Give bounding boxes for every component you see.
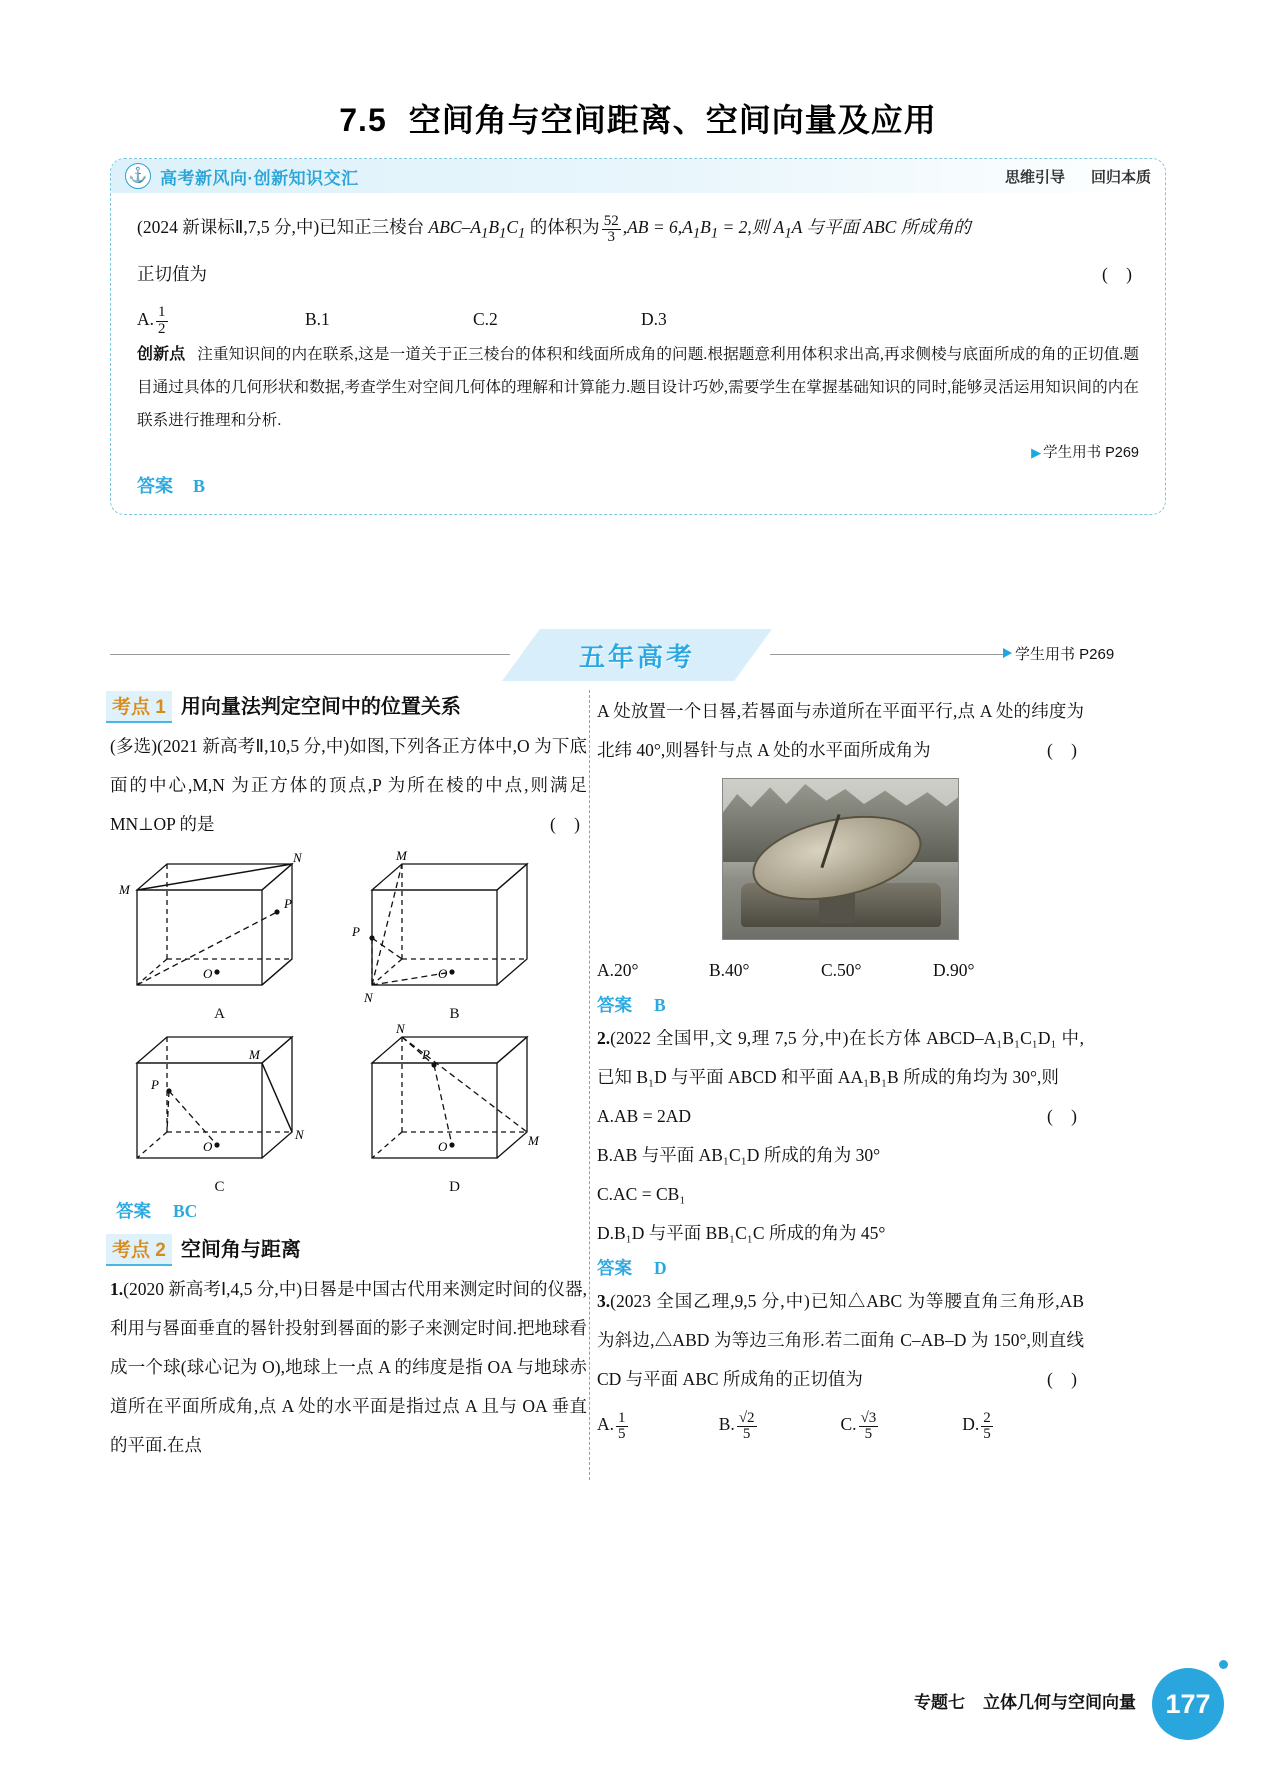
left-answer-1 — [116, 1198, 587, 1223]
header-right-label-2: 回归本质 — [1090, 169, 1151, 186]
cube-a-caption: A — [214, 1006, 225, 1022]
right-answer-1-value: B — [654, 995, 666, 1015]
choice-a-den: 2 — [158, 320, 166, 337]
q-solid2: B — [488, 217, 500, 237]
page-badge-dot — [1219, 1660, 1228, 1669]
p3-c-num — [859, 1411, 879, 1427]
cube-d-caption: D — [449, 1179, 460, 1195]
innovation-question-line1: (2024 新课标Ⅱ,7,5 分,中)已知正三棱台 ABC–$A_1B_1C_1$ 的体积为 $\frac{52}{3}$ $,AB = 6,A_1B_1 = 2$,则 $A_1A$ 与平面 ABC 所成角的 — [137, 212, 971, 246]
right-problem-2-body: (2022 全国甲,文 9,理 7,5 分,中)在长方体 ABCD–A₁B₁C₁D₁ 中,已知 B₁D 与平面 ABCD 和平面 AA₁B₁B 所成的角均为 30°,则 — [597, 1028, 1084, 1087]
header-right-label-1: 思维引导 — [1004, 169, 1065, 186]
right-problem-2-index: 2. — [597, 1028, 611, 1048]
sundial-photo — [722, 778, 959, 940]
cube-c-svg — [107, 1023, 322, 1183]
left-answer-1-label: 答案 — [116, 1201, 151, 1221]
cube-b-caption: B — [449, 1006, 460, 1022]
innovation-box-body — [111, 193, 1165, 514]
right-choice-c[interactable]: C.50° — [821, 960, 862, 980]
q-solid3: C — [506, 217, 519, 237]
q-prefix: (2024 新课标Ⅱ,7,5 分,中)已知正三棱台 — [137, 217, 429, 237]
left-problem-1-body: (多选)(2021 新高考Ⅱ,10,5 分,中)如图,下列各正方体中,O 为下底面的中心,M,N 为正方体的顶点,P 为所在棱的中点,则满足 MN⊥OP 的是 — [110, 736, 587, 834]
p3-choice-b-fraction — [737, 1411, 757, 1444]
two-column-body — [100, 690, 1180, 1480]
q-solid: ABC–A — [428, 217, 482, 237]
p3-a-num — [616, 1411, 628, 1427]
q-cond4: A 与平面 ABC 所成角的 — [791, 217, 971, 237]
p3-d-den: 5 — [983, 1426, 991, 1443]
innovation-box-header — [111, 159, 1165, 193]
cube-row-bottom — [102, 1023, 572, 1196]
right-problem-3-choices — [597, 1405, 1084, 1443]
svg-text:P: P — [284, 896, 292, 911]
p3-d-num — [981, 1411, 993, 1427]
choice-a[interactable]: A. $\frac{1}{2}$ — [137, 304, 166, 337]
p3-choice-c-fraction — [859, 1411, 879, 1444]
q-sub2: 1 — [499, 225, 507, 242]
svg-text:N: N — [396, 1023, 405, 1036]
p3-b-num — [737, 1411, 757, 1427]
choice-a-fraction — [156, 305, 168, 338]
q-mid: 的体积为 — [525, 217, 600, 237]
banner-title: 五年高考 — [578, 641, 695, 672]
cube-a-svg — [107, 850, 322, 1010]
frac-numerator: 52 — [603, 212, 619, 229]
triangle-right-icon: ▶ — [1031, 444, 1042, 460]
left-problem-1-text — [110, 727, 587, 844]
svg-text:P: P — [151, 1077, 159, 1092]
q-cond: ,AB = 6,A — [622, 217, 693, 237]
anchor-icon: ⚓ — [125, 163, 151, 189]
p3-choice-b[interactable] — [719, 1405, 841, 1443]
p3-a-den: 5 — [618, 1426, 626, 1443]
right-answer-2 — [597, 1255, 1084, 1280]
choice-c[interactable]: C.2 — [473, 308, 498, 329]
q-sub1: 1 — [481, 225, 489, 242]
p3-choice-c-label: C. — [840, 1414, 857, 1434]
svg-text:N: N — [295, 1127, 304, 1142]
cube-figure-d — [342, 1023, 567, 1196]
choice-b[interactable]: B.1 — [305, 308, 330, 329]
innovation-answer-value: B — [193, 475, 206, 496]
footer-text — [914, 1688, 1136, 1713]
svg-text:M: M — [249, 1047, 260, 1062]
svg-text:M: M — [396, 850, 407, 863]
kaodian-2-title: 空间角与距离 — [180, 1239, 301, 1261]
chapter-name: 空间角与空间距离、空间向量及应用 — [408, 102, 937, 138]
kaodian-1-tag: 考点 1 — [106, 691, 172, 723]
svg-text:O: O — [438, 966, 448, 981]
q-paren: ( ) — [1101, 263, 1139, 284]
banner-line-left — [110, 654, 510, 655]
page-title — [0, 95, 1276, 141]
page-number-badge: 177 — [1152, 1668, 1224, 1740]
svg-text:M: M — [528, 1133, 539, 1148]
right-problem-3-body: (2023 全国乙理,9,5 分,中)已知△ABC 为等腰直角三角形,AB 为斜边,△ABD 为等边三角形.若二面角 C–AB–D 为 150°,则直线 CD 与平面 ABC 所成角的正切值为 — [597, 1291, 1084, 1389]
svg-text:P: P — [422, 1047, 430, 1062]
right-problem-2-option-d[interactable]: D.B₁D 与平面 BB₁C₁C 所成的角为 45° — [597, 1223, 886, 1243]
volume-fraction — [602, 214, 621, 247]
svg-text:O: O — [203, 1139, 213, 1154]
svg-text:P: P — [352, 924, 360, 939]
p3-c-numval: 3 — [868, 1409, 877, 1426]
cube-figures — [102, 850, 572, 1196]
p3-choice-b-label: B. — [718, 1414, 735, 1434]
innovation-question-line2 — [137, 254, 1139, 294]
right-problem-2-option-a[interactable]: A.AB = 2AD — [597, 1106, 691, 1126]
choice-d[interactable]: D.3 — [641, 308, 667, 329]
innovation-point-paragraph — [137, 338, 1139, 437]
q-line2: 正切值为 — [137, 263, 207, 284]
right-problem-1-body: A 处放置一个日晷,若晷面与赤道所在平面平行,点 A 处的纬度为北纬 40°,则晷针与点 A 处的水平面所成角为 — [597, 701, 1084, 760]
p3-choice-a-label: A. — [597, 1414, 615, 1434]
right-problem-1-continuation — [597, 692, 1084, 770]
right-answer-2-value: D — [654, 1258, 667, 1278]
innovation-answer-label: 答案 — [137, 475, 173, 496]
footer-subject: 立体几何与空间向量 — [983, 1693, 1136, 1712]
q-sub3: 1 — [518, 225, 526, 242]
chapter-number: 7.5 — [339, 102, 387, 138]
left-column — [100, 690, 587, 1465]
innovation-answer-row — [137, 472, 1139, 498]
banner-line-right — [770, 654, 1005, 655]
innovation-book-ref — [137, 441, 1139, 462]
kaodian-2-heading — [106, 1233, 587, 1266]
cube-figure-a — [107, 850, 332, 1023]
left-problem-1-paren: ( ) — [549, 814, 587, 834]
right-answer-1-label: 答案 — [597, 995, 632, 1015]
innovation-header-right — [1005, 166, 1151, 187]
svg-text:O: O — [203, 966, 213, 981]
p3-d-numval: 2 — [983, 1409, 991, 1426]
p3-choice-a-fraction — [616, 1411, 628, 1444]
right-problem-1-paren: ( ) — [1046, 740, 1084, 760]
left-problem-2-text — [110, 1270, 587, 1465]
left-problem-2-body: (2020 新高考Ⅰ,4,5 分,中)日晷是中国古代用来测定时间的仪器,利用与晷面垂直的晷针投射到晷面的影子来测定时间.把地球看成一个球(球心记为 O),地球上一点 A 的纬度是指 OA 与地球赤道所在平面所成角,点 A 处的水平面是指过点 A 且与 OA 垂直的平面.在点 — [110, 1279, 587, 1455]
p3-c-den: 5 — [859, 1426, 879, 1443]
p3-choice-c[interactable] — [841, 1405, 963, 1443]
svg-text:M: M — [119, 882, 130, 897]
p3-a-numval: 1 — [618, 1409, 626, 1426]
svg-text:O: O — [438, 1139, 448, 1154]
innovation-point-text: 注重知识间的内在联系,这是一道关于正三棱台的体积和线面所成角的问题.根据题意利用体积求出高,再求侧棱与底面所成的角的正切值.题目通过具体的几何形状和数据,考查学生对空间几何体的理解和计算能力.题目设计巧妙,需要学生在掌握基础知识的同时,能够灵活运用知识间的内在联系进行推理和分析. — [137, 345, 1139, 429]
cube-figure-c — [107, 1023, 332, 1196]
cube-c-caption: C — [214, 1179, 225, 1195]
right-choice-a[interactable]: A.20° — [597, 960, 639, 980]
frac-denominator: 3 — [602, 229, 621, 246]
kaodian-2-tag: 考点 2 — [106, 1234, 172, 1266]
left-problem-2-index: 1. — [110, 1279, 124, 1299]
svg-text:N: N — [293, 850, 302, 865]
q-cond2: B — [700, 217, 711, 237]
banner-book-ref: 学生用书 P269 — [1015, 646, 1115, 663]
right-choice-b[interactable]: B.40° — [709, 960, 750, 980]
kaodian-1-heading — [106, 690, 587, 723]
right-problem-2-option-b[interactable]: B.AB 与平面 AB₁C₁D 所成的角为 30° — [597, 1145, 881, 1165]
p3-choice-d[interactable] — [962, 1405, 1084, 1443]
svg-text:N: N — [364, 990, 373, 1005]
right-problem-3-index: 3. — [597, 1291, 611, 1311]
p3-b-den: 5 — [737, 1426, 757, 1443]
right-answer-1 — [597, 992, 1084, 1017]
p3-b-numval: 2 — [747, 1409, 755, 1426]
right-problem-3-paren: ( ) — [1046, 1369, 1084, 1389]
p3-choice-d-fraction — [981, 1411, 993, 1444]
right-column — [597, 690, 1084, 1443]
cube-figure-b — [342, 850, 567, 1023]
innovation-box — [110, 158, 1166, 515]
right-problem-2-paren: ( ) — [1046, 1106, 1084, 1126]
right-choice-d[interactable]: D.90° — [933, 960, 975, 980]
section-banner — [110, 625, 1166, 685]
p3-b-radical: √ — [738, 1409, 748, 1426]
cube-d-svg — [342, 1023, 557, 1183]
innovation-book-ref-text: 学生用书 P269 — [1043, 444, 1139, 461]
choice-a-num: 1 — [158, 304, 166, 320]
right-choices-1 — [597, 950, 1084, 990]
p3-choice-a[interactable] — [597, 1405, 719, 1443]
innovation-header-title: 高考新风向·创新知识交汇 — [160, 168, 359, 188]
page-footer — [0, 1672, 1276, 1732]
p3-choice-d-label: D. — [962, 1414, 980, 1434]
right-problem-3-text — [597, 1282, 1084, 1399]
q-cond3: = 2,则 A — [718, 217, 785, 237]
right-problem-2-option-c[interactable]: C.AC = CB₁ — [597, 1184, 686, 1204]
kaodian-1-title: 用向量法判定空间中的位置关系 — [180, 696, 461, 718]
left-answer-1-value: BC — [173, 1201, 198, 1221]
p3-c-radical: √ — [860, 1409, 869, 1426]
footer-topic: 专题七 — [914, 1693, 965, 1712]
arrow-right-icon — [1003, 648, 1012, 658]
cube-row-top — [102, 850, 572, 1023]
cube-b-svg — [342, 850, 557, 1010]
right-answer-2-label: 答案 — [597, 1258, 632, 1278]
innovation-choices — [137, 300, 1139, 338]
innovation-point-label: 创新点 — [137, 345, 186, 363]
column-divider — [589, 690, 590, 1480]
